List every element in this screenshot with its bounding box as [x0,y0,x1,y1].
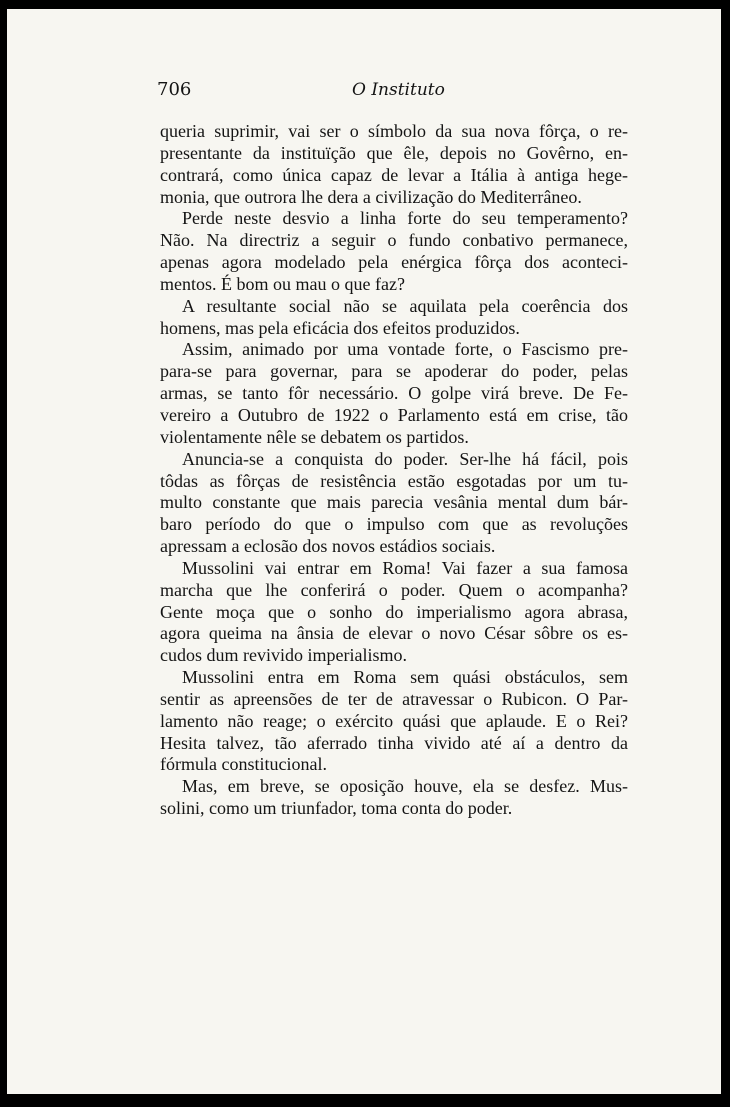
paragraph-3 [160,296,628,340]
text-line: fórmula constitucional. [160,754,327,775]
text-line: multo constante que mais parecia vesânia mental dum bár- [160,492,628,513]
text-line: A resultante social não se aquilata pela coerência dos [182,295,628,316]
text-line: monia, que outrora lhe dera a civilização do Mediterrâneo. [160,186,582,207]
text-line: queria suprimir, vai ser o símbolo da sua nova fôrça, o re- [160,121,628,141]
text-line: Perde neste desvio a linha forte do seu temperamento? [182,208,628,229]
text-line: baro período do que o impulso com que as revoluções [160,514,628,535]
text-line: mentos. É bom ou mau o que faz? [160,273,405,294]
text-line: Mas, em breve, se oposição houve, ela se desfez. Mus- [182,776,628,797]
text-line: armas, se tanto fôr necessário. O golpe virá breve. De Fe- [160,383,628,404]
text-line: lamento não reage; o exército quási que aplaude. E o Rei? [160,710,628,731]
text-line: cudos dum revivido imperialismo. [160,645,407,666]
text-line: Gente moça que o sonho do imperialismo agora abrasa, [160,601,628,622]
text-line: Mussolini entra em Roma sem quási obstáculos, sem [182,667,628,688]
text-line: marcha que lhe conferirá o poder. Quem o acompanha? [160,579,628,600]
page-number: 706 [157,79,192,100]
body-text [160,121,628,820]
text-line: homens, mas pela eficácia dos efeitos produzidos. [160,317,520,338]
text-line: agora queima na ânsia de elevar o novo César sôbre os es- [160,623,628,644]
text-line: contrará, como única capaz de levar a Itália à antiga hege- [160,164,628,185]
text-line: tôdas as fôrças de resistência estão esgotadas por um tu- [160,470,628,491]
paragraph-1 [160,121,628,208]
text-line: Hesita talvez, tão aferrado tinha vivido até aí a dentro da [160,732,628,753]
paragraph-2 [160,208,628,295]
paragraph-4 [160,339,628,448]
text-line: solini, como um triunfador, toma conta do poder. [160,798,513,819]
running-title: O Instituto [352,80,445,100]
page-header [157,73,627,103]
text-line: presentante da instituïção que êle, depois no Govêrno, en- [160,142,628,163]
book-page [7,9,721,1094]
text-line: Mussolini vai entrar em Roma! Vai fazer a sua famosa [182,557,628,578]
text-line: Assim, animado por uma vontade forte, o Fascismo pre- [182,339,628,360]
paragraph-5 [160,449,628,558]
text-line: Anuncia-se a conquista do poder. Ser-lhe há fácil, pois [182,448,628,469]
text-line: Não. Na directriz a seguir o fundo conbativo permanece, [160,230,628,251]
text-line: apenas agora modelado pela enérgica fôrça dos aconteci- [160,252,628,273]
text-line: sentir as apreensões de ter de atravessar o Rubicon. O Par- [160,688,628,709]
paragraph-7 [160,667,628,776]
text-line: para-se para governar, para se apoderar do poder, pelas [160,361,628,382]
text-line: vereiro a Outubro de 1922 o Parlamento está em crise, tão [160,404,628,425]
text-line: violentamente nêle se debatem os partidos. [160,426,469,447]
paragraph-8 [160,776,628,820]
paragraph-6 [160,558,628,667]
text-line: apressam a eclosão dos novos estádios sociais. [160,536,496,557]
